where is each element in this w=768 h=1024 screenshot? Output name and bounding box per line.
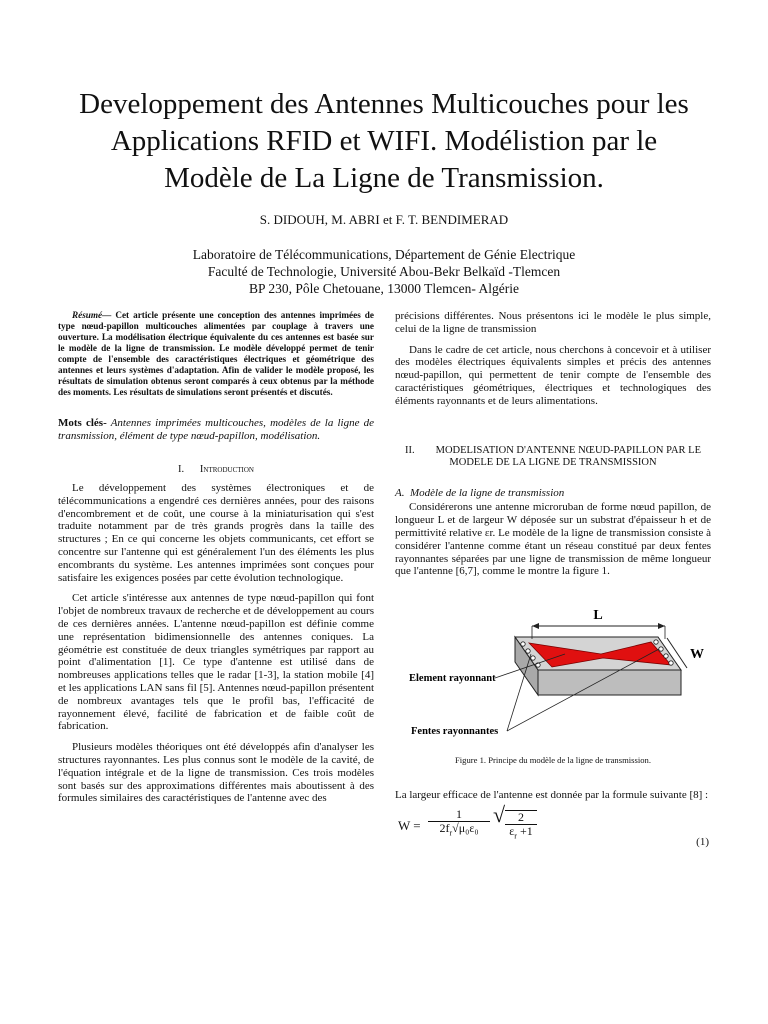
affiliation-line-2: Faculté de Technologie, Université Abou-Bekr Belkaïd -Tlemcen <box>207 264 561 279</box>
intro-paragraph-3: Plusieurs modèles théoriques ont été développés afin d'analyser les structures rayonnantes. Les plus connus sont le modèle de la cavité, de l'équation intégrale et de la ligne de transmission. Ces trois modèles sont basés sur des approximations différentes mais aboutissent à des formules similaires des caractéristiques de l'antenne avec des <box>58 741 374 805</box>
fraction-2-numerator: 2 <box>505 811 537 825</box>
section-2-paragraph-1: Considérerons une antenne microruban de forme nœud papillon, de longueur L et de largeur W déposée sur un substrat d'épaisseur h et de permittivité relative εr. Le modèle de la ligne de transmission consiste à considérer l'antenne comme étant un réseau constitué par deux fentes rayonnantes séparées par une ligne de transmission de même longueur que l'antenne [6,7], comme le montre la figure 1. <box>395 501 711 578</box>
label-element-rayonnant: Element rayonnant <box>409 673 496 685</box>
title-line-3: Modèle de La Ligne de Transmission. <box>164 162 604 194</box>
label-W: W <box>690 647 704 663</box>
intro-paragraph-2: Cet article s'intéresse aux antennes de type nœud-papillon qui font l'objet de nombreux travaux de recherche et de développement au cours de ces dernières années. L'antenne nœud-papillon est définie comme une représentation bidimensionnelle des antennes coniques. La géométrie est constituée de deux triangles symétriques par rapport au point d'alimentation [1]. Ce type d'antenne est utilisé dans de nombreuses applications telles que le radar [1-3], la station mobile [4] et les applications LAN sans fil [5]. Antennes nœud-papillon présentent de nombreux avantages tels que le profil bas, l'efficacité de rayonnement élevé, facilité de fabrication et de faible coût de fabrication. <box>58 592 374 733</box>
section-1-heading <box>58 464 374 477</box>
right-paragraph-1: précisions différentes. Nous présentons ici le modèle le plus simple, celui de la ligne de transmission <box>395 310 711 335</box>
affiliation-line-1: Laboratoire de Télécommunications, Département de Génie Electrique <box>192 247 576 262</box>
antenna-diagram <box>395 592 711 750</box>
label-fentes-rayonnantes: Fentes rayonnantes <box>411 726 499 738</box>
section-2-heading <box>395 445 711 470</box>
keywords-text: Antennes imprimées multicouches, modèles de la ligne de transmission, élément de type nœud-papillon, modélisation. <box>58 417 375 442</box>
section-2-paragraph-2: La largeur efficace de l'antenne est donnée par la formule suivante [8] : <box>395 788 709 801</box>
right-paragraph-2: Dans le cadre de cet article, nous cherchons à concevoir et à utiliser des modèles électriques équivalents simples et précis des antennes nœud-papillon, qui permettent de tenir compte de l'ensemble des caractéristiques géométriques, électriques et technologiques des éléments rayonnants et de leurs alimentations. <box>395 343 711 407</box>
substrate-front <box>538 670 681 695</box>
section-1-title: Introduction <box>199 463 254 475</box>
abstract <box>58 310 374 398</box>
left-column <box>58 310 374 805</box>
label-L: L <box>593 608 603 624</box>
abstract-text: Cet article présente une conception des antennes imprimées de type nœud-papillon multicouches alimentées par couplage à travers une ouverture. La modélisation électrique équivalente du ces antennes est basée sur le modèle de la ligne de transmission. Le modèle développé permet de tenir compte de l'ensemble des caractéristiques électriques et géométrique des antennes et leurs systèmes d'adaptation. Afin de valider le modèle proposé, les résultats de simulation obtenus seront comparés à ceux obtenus par la méthode des moments. Les résultats de simulations seront présentés et discutés. <box>58 310 374 397</box>
affiliation-line-3: BP 230, Pôle Chetouane, 13000 Tlemcen- Algérie <box>249 281 519 296</box>
intro-paragraph-1: Le développement des systèmes électroniques et de télécommunications a engendré ces dernières années, pour des raisons d'encombrement et de coût, une course à la miniaturisation qui s'est traduite notamment par de très grands progrès dans la taille des structures ; En ce qui concerne les objets communicants, cet effort se concentre sur l'antenne qui est généralement l'un des éléments les plus encombrants du système. Les antennes imprimées sont conçues pour satisfaire les exigences posées par cette évolution technologique. <box>58 482 374 584</box>
fraction-1-numerator: 1 <box>428 808 490 822</box>
section-1-number: I. <box>178 463 185 475</box>
subsection-a-title: Modèle de la ligne de transmission <box>409 486 565 499</box>
equation-1 <box>395 801 711 852</box>
keywords-label: Mots clés- <box>58 417 107 429</box>
section-2-title: MODELISATION D'ANTENNE NŒUD-PAPILLON PAR LE MODELE DE LA LIGNE DE TRANSMISSION <box>435 444 701 469</box>
abstract-label: Résumé— <box>72 310 112 320</box>
title-line-2: Applications RFID et WIFI. Modélistion par le <box>110 125 658 157</box>
fraction-2-denominator: $\varepsilon_r +1$ <box>509 823 533 840</box>
authors: S. DIDOUH, M. ABRI et F. T. BENDIMERAD <box>259 212 509 227</box>
figure-1-caption: Figure 1. Principe du modèle de la ligne de transmission. <box>455 755 651 766</box>
arrow-L-left <box>532 623 539 629</box>
sqrt-sign: √ <box>493 801 506 827</box>
fraction-1-denominator: $2f_r√\mu_0\varepsilon_0$ <box>439 820 479 837</box>
right-column <box>395 310 711 852</box>
paper-title <box>40 86 728 197</box>
arrow-L-right <box>658 623 665 629</box>
subsection-a-heading <box>395 487 711 500</box>
subsection-a-label: A. <box>395 486 405 499</box>
equation-number: (1) <box>696 835 709 848</box>
keywords <box>58 417 374 443</box>
section-2-number: II. <box>405 444 415 456</box>
fraction-1 <box>428 808 490 840</box>
figure-1 <box>395 592 711 750</box>
fraction-2 <box>505 810 537 843</box>
affiliation <box>0 246 768 297</box>
title-line-1: Developpement des Antennes Multicouches pour les <box>79 88 689 120</box>
equation-lhs: W = <box>398 817 421 833</box>
